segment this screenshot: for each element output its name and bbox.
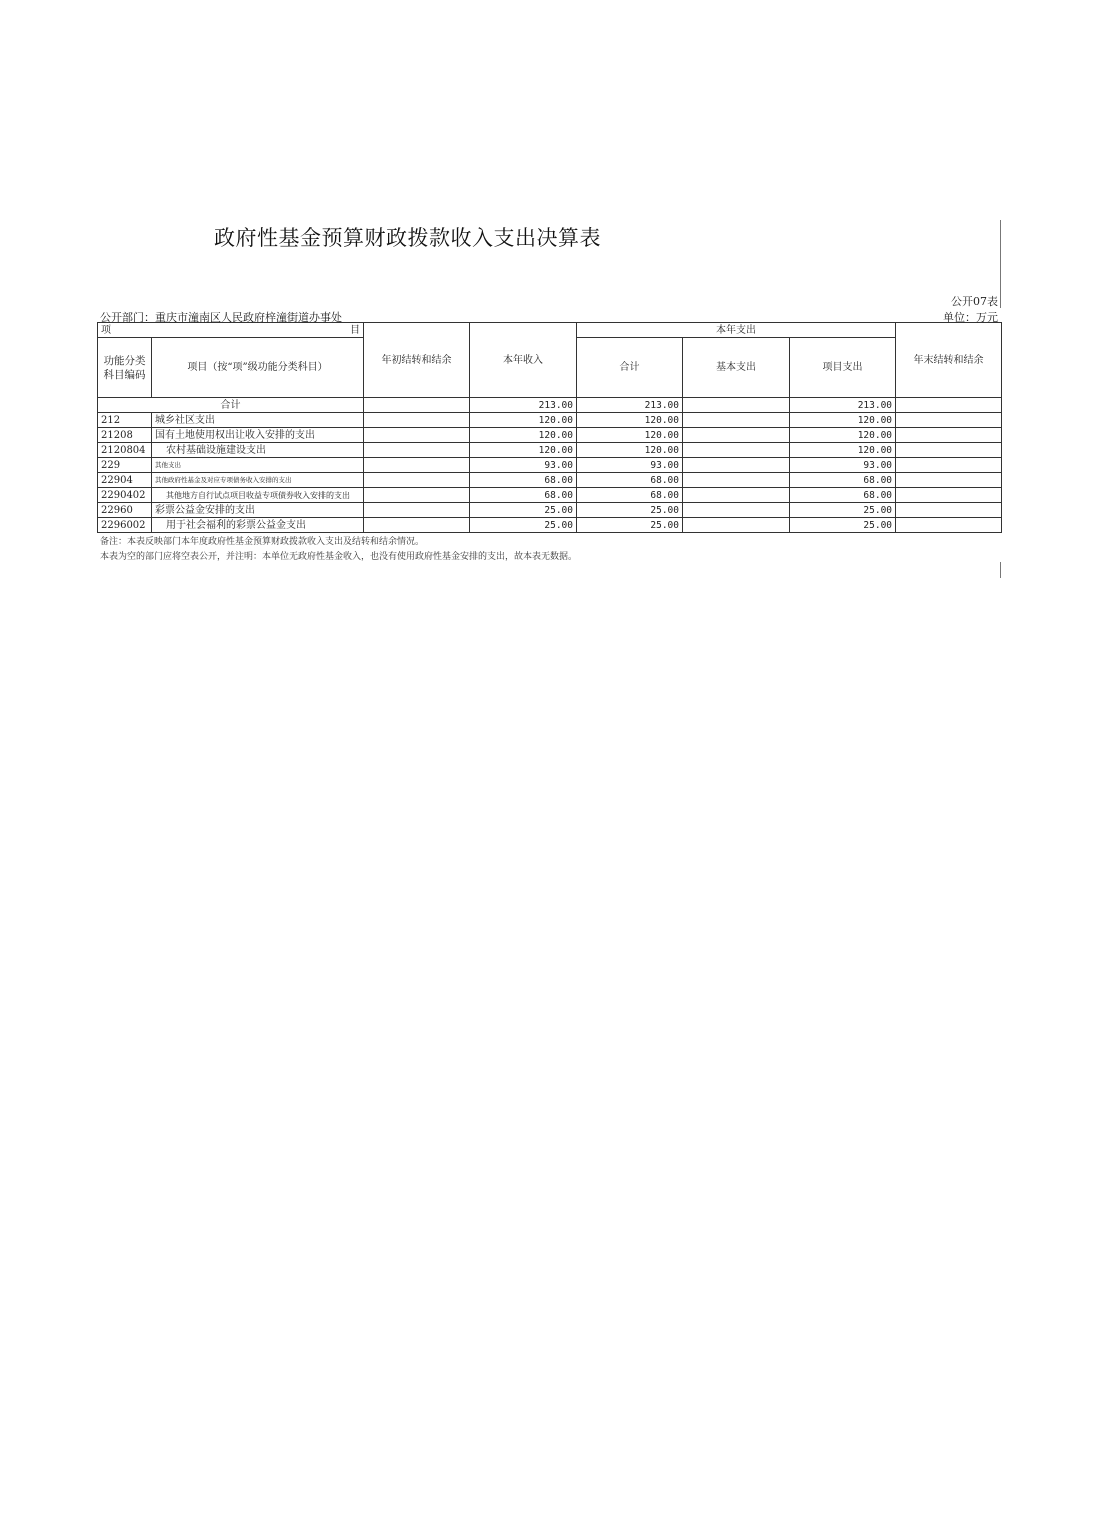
cell-begin-balance (364, 518, 470, 533)
cell-exp-total: 120.00 (577, 443, 683, 458)
cell-income: 213.00 (470, 398, 577, 413)
cell-income: 25.00 (470, 518, 577, 533)
cell-end-balance (896, 488, 1002, 503)
cell-begin-balance (364, 443, 470, 458)
cell-exp-total: 120.00 (577, 428, 683, 443)
cell-end-balance (896, 413, 1002, 428)
unit-label: 单位：万元 (943, 311, 998, 324)
cell-income: 25.00 (470, 503, 577, 518)
margin-line-top (1000, 220, 1001, 308)
code-header: 功能分类科目编码 (98, 338, 152, 398)
margin-line-bottom (1000, 562, 1001, 578)
cell-exp-project: 120.00 (790, 443, 896, 458)
expense-group-header: 本年支出 (577, 323, 896, 338)
item-header-left: 项 (101, 324, 111, 336)
cell-end-balance (896, 473, 1002, 488)
cell-end-balance (896, 443, 1002, 458)
item-header-right: 目 (350, 324, 360, 336)
cell-exp-total: 25.00 (577, 503, 683, 518)
cell-exp-total: 68.00 (577, 488, 683, 503)
table-row (98, 488, 1002, 503)
table-row (98, 518, 1002, 533)
cell-exp-project: 93.00 (790, 458, 896, 473)
cell-begin-balance (364, 473, 470, 488)
table-row (98, 503, 1002, 518)
header-row-1 (98, 323, 1002, 338)
cell-exp-total: 68.00 (577, 473, 683, 488)
income-header: 本年收入 (470, 323, 577, 398)
cell-code: 2120804 (98, 443, 152, 458)
total-row (98, 398, 1002, 413)
cell-exp-basic (683, 398, 790, 413)
exp-project-header: 项目支出 (790, 338, 896, 398)
cell-code: 2296002 (98, 518, 152, 533)
cell-exp-project: 25.00 (790, 503, 896, 518)
cell-income: 68.00 (470, 473, 577, 488)
cell-begin-balance (364, 398, 470, 413)
cell-exp-project: 68.00 (790, 473, 896, 488)
fund-table (97, 322, 1002, 533)
cell-code: 212 (98, 413, 152, 428)
cell-code: 2290402 (98, 488, 152, 503)
cell-exp-total: 93.00 (577, 458, 683, 473)
cell-income: 120.00 (470, 413, 577, 428)
cell-exp-basic (683, 503, 790, 518)
cell-income: 120.00 (470, 443, 577, 458)
exp-basic-header: 基本支出 (683, 338, 790, 398)
table-row (98, 428, 1002, 443)
cell-exp-basic (683, 488, 790, 503)
cell-exp-project: 120.00 (790, 413, 896, 428)
cell-name: 其他地方自行试点项目收益专项债券收入安排的支出 (152, 488, 364, 503)
cell-name: 其他政府性基金及对应专项债务收入安排的支出 (152, 473, 364, 488)
cell-code: 21208 (98, 428, 152, 443)
cell-name: 用于社会福利的彩票公益金支出 (152, 518, 364, 533)
cell-exp-project: 213.00 (790, 398, 896, 413)
note-remark: 备注：本表反映部门本年度政府性基金预算财政拨款收入支出及结转和结余情况。 (100, 537, 425, 547)
cell-name: 城乡社区支出 (152, 413, 364, 428)
cell-exp-basic (683, 443, 790, 458)
note-empty-table: 本表为空的部门应将空表公开，并注明：本单位无政府性基金收入，也没有使用政府性基金安排的支出，故本表无数据。 (100, 552, 578, 562)
begin-balance-header: 年初结转和结余 (364, 323, 470, 398)
cell-end-balance (896, 458, 1002, 473)
end-balance-header: 年末结转和结余 (896, 323, 1002, 398)
cell-income: 68.00 (470, 488, 577, 503)
cell-exp-project: 120.00 (790, 428, 896, 443)
table-row (98, 413, 1002, 428)
cell-code: 229 (98, 458, 152, 473)
cell-exp-total: 213.00 (577, 398, 683, 413)
cell-exp-project: 68.00 (790, 488, 896, 503)
cell-begin-balance (364, 488, 470, 503)
cell-begin-balance (364, 413, 470, 428)
cell-begin-balance (364, 428, 470, 443)
table-row (98, 473, 1002, 488)
cell-begin-balance (364, 458, 470, 473)
exp-total-header: 合计 (577, 338, 683, 398)
cell-exp-basic (683, 413, 790, 428)
form-number: 公开07表 (951, 295, 998, 308)
cell-end-balance (896, 518, 1002, 533)
cell-exp-basic (683, 518, 790, 533)
cell-exp-basic (683, 458, 790, 473)
cell-end-balance (896, 398, 1002, 413)
cell-exp-basic (683, 428, 790, 443)
cell-income: 120.00 (470, 428, 577, 443)
cell-code: 22960 (98, 503, 152, 518)
cell-income: 93.00 (470, 458, 577, 473)
cell-exp-project: 25.00 (790, 518, 896, 533)
cell-exp-total: 25.00 (577, 518, 683, 533)
cell-begin-balance (364, 503, 470, 518)
cell-name: 其他支出 (152, 458, 364, 473)
page-title: 政府性基金预算财政拨款收入支出决算表 (214, 226, 601, 250)
table-row (98, 443, 1002, 458)
cell-exp-basic (683, 473, 790, 488)
name-header: 项目（按“项”级功能分类科目） (152, 338, 364, 398)
cell-end-balance (896, 428, 1002, 443)
total-label: 合计 (98, 398, 364, 413)
cell-end-balance (896, 503, 1002, 518)
cell-code: 22904 (98, 473, 152, 488)
cell-name: 国有土地使用权出让收入安排的支出 (152, 428, 364, 443)
table-row (98, 458, 1002, 473)
cell-name: 彩票公益金安排的支出 (152, 503, 364, 518)
cell-exp-total: 120.00 (577, 413, 683, 428)
cell-name: 农村基础设施建设支出 (152, 443, 364, 458)
department-label: 公开部门：重庆市潼南区人民政府梓潼街道办事处 (100, 311, 342, 324)
item-header (98, 323, 364, 338)
